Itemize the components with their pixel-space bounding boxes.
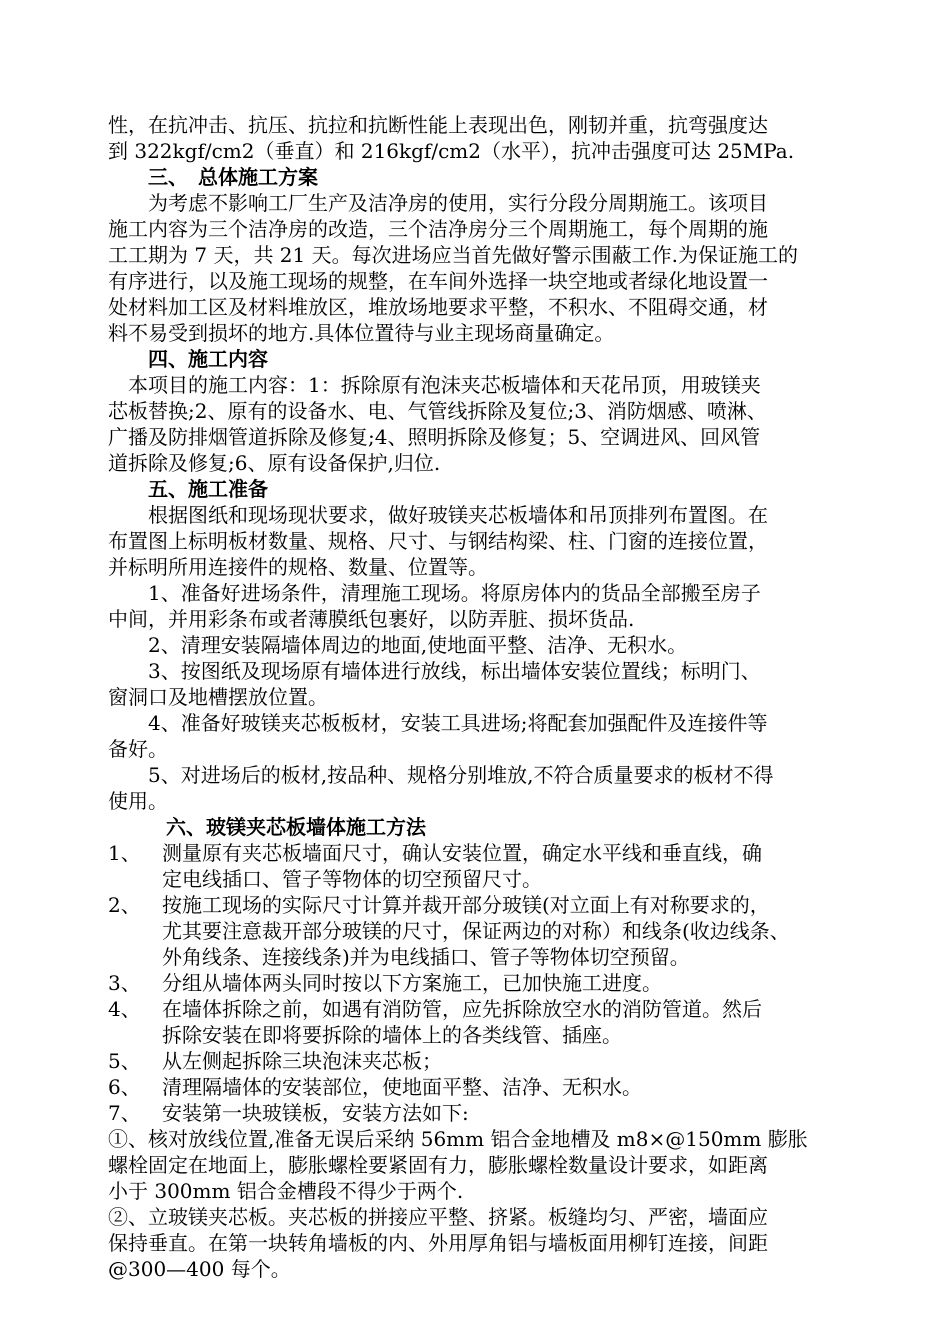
list-number: 2、 <box>108 893 141 917</box>
list-item-text: 清理隔墙体的安装部位，使地面平整、洁净、无积水。 <box>162 1075 642 1099</box>
text-line: 到 322kgf/cm2（垂直）和 216kgf/cm2（水平），抗冲击强度可达 25MPa. <box>108 139 795 163</box>
text-line: 有序进行，以及施工现场的规整，在车间外选择一块空地或者绿化地设置一 <box>108 269 768 293</box>
text-line: 道拆除及修复;6、原有设备保护,归位. <box>108 451 441 475</box>
list-number: 6、 <box>108 1075 141 1099</box>
list-item-text: 安装第一块玻镁板，安装方法如下: <box>162 1101 469 1125</box>
list-item-text: 在墙体拆除之前，如遇有消防管，应先拆除放空水的消防管道。然后 <box>162 997 762 1021</box>
text-line: 1、准备好进场条件，清理施工现场。将原房体内的货品全部搬至房子 <box>148 581 761 605</box>
list-item-text: 从左侧起拆除三块泡沫夹芯板； <box>162 1049 442 1073</box>
text-line: 工工期为 7 天，共 21 天。每次进场应当首先做好警示围蔽工作.为保证施工的 <box>108 243 798 267</box>
section-heading: 三、 总体施工方案 <box>148 165 318 189</box>
text-line: 布置图上标明板材数量、规格、尺寸、与钢结构梁、柱、门窗的连接位置， <box>108 529 768 553</box>
text-line: 施工内容为三个洁净房的改造，三个洁净房分三个周期施工，每个周期的施 <box>108 217 768 241</box>
text-line: 使用。 <box>108 789 168 813</box>
text-line: 芯板替换;2、原有的设备水、电、气管线拆除及复位;3、消防烟感、喷淋、 <box>108 399 767 423</box>
section-heading: 五、施工准备 <box>148 477 268 501</box>
text-line: 窗洞口及地槽摆放位置。 <box>108 685 328 709</box>
list-item-text: 定电线插口、管子等物体的切空预留尺寸。 <box>162 867 542 891</box>
text-line: 广播及防排烟管道拆除及修复;4、照明拆除及修复；5、空调进风、回风管 <box>108 425 761 449</box>
text-line: 并标明所用连接件的规格、数量、位置等。 <box>108 555 488 579</box>
list-number: 7、 <box>108 1101 141 1125</box>
text-line: 备好。 <box>108 737 168 761</box>
text-line: 处材料加工区及材料堆放区，堆放场地要求平整，不积水、不阻碍交通，材 <box>108 295 768 319</box>
list-number: 5、 <box>108 1049 141 1073</box>
list-item-text: 按施工现场的实际尺寸计算并裁开部分玻镁(对立面上有对称要求的， <box>162 893 770 917</box>
text-line: ②、立玻镁夹芯板。夹芯板的拼接应平整、挤紧。板缝均匀、严密，墙面应 <box>108 1205 768 1229</box>
text-line: 本项目的施工内容：1：拆除原有泡沫夹芯板墙体和天花吊顶，用玻镁夹 <box>128 373 761 397</box>
text-line: 料不易受到损坏的地方.具体位置待与业主现场商量确定。 <box>108 321 615 345</box>
list-item-text: 尤其要注意裁开部分玻镁的尺寸，保证两边的对称）和线条(收边线条、 <box>162 919 790 943</box>
text-line: 中间，并用彩条布或者薄膜纸包裹好，以防弄脏、损坏货品. <box>108 607 635 631</box>
text-line: @300—400 每个。 <box>108 1257 291 1281</box>
text-line: 为考虑不影响工厂生产及洁净房的使用，实行分段分周期施工。该项目 <box>148 191 768 215</box>
list-number: 3、 <box>108 971 141 995</box>
text-line: 2、清理安装隔墙体周边的地面,使地面平整、洁净、无积水。 <box>148 633 688 657</box>
list-item-text: 外角线条、连接线条)并为电线插口、管子等物体切空预留。 <box>162 945 690 969</box>
text-line: 小于 300mm 铝合金槽段不得少于两个. <box>108 1179 464 1203</box>
section-heading: 六、玻镁夹芯板墙体施工方法 <box>166 815 426 839</box>
text-line: 保持垂直。在第一块转角墙板的内、外用厚角铝与墙板面用柳钉连接，间距 <box>108 1231 768 1255</box>
text-line: 5、对进场后的板材,按品种、规格分别堆放,不符合质量要求的板材不得 <box>148 763 774 787</box>
text-line: 螺栓固定在地面上，膨胀螺栓要紧固有力，膨胀螺栓数量设计要求，如距离 <box>108 1153 768 1177</box>
list-number: 1、 <box>108 841 141 865</box>
text-line: ①、核对放线位置,准备无误后采纳 56mm 铝合金地槽及 m8×@150mm 膨胀 <box>108 1127 808 1151</box>
list-item-text: 拆除安装在即将要拆除的墙体上的各类线管、插座。 <box>162 1023 622 1047</box>
list-item-text: 分组从墙体两头同时按以下方案施工，已加快施工进度。 <box>162 971 662 995</box>
text-line: 4、准备好玻镁夹芯板板材，安装工具进场;将配套加强配件及连接件等 <box>148 711 768 735</box>
list-item-text: 测量原有夹芯板墙面尺寸，确认安装位置，确定水平线和垂直线，确 <box>162 841 762 865</box>
text-line: 3、按图纸及现场原有墙体进行放线，标出墙体安装位置线；标明门、 <box>148 659 761 683</box>
section-heading: 四、施工内容 <box>148 347 268 371</box>
list-number: 4、 <box>108 997 141 1021</box>
text-line: 根据图纸和现场现状要求，做好玻镁夹芯板墙体和吊顶排列布置图。在 <box>148 503 768 527</box>
text-line: 性，在抗冲击、抗压、抗拉和抗断性能上表现出色，刚韧并重，抗弯强度达 <box>108 113 768 137</box>
